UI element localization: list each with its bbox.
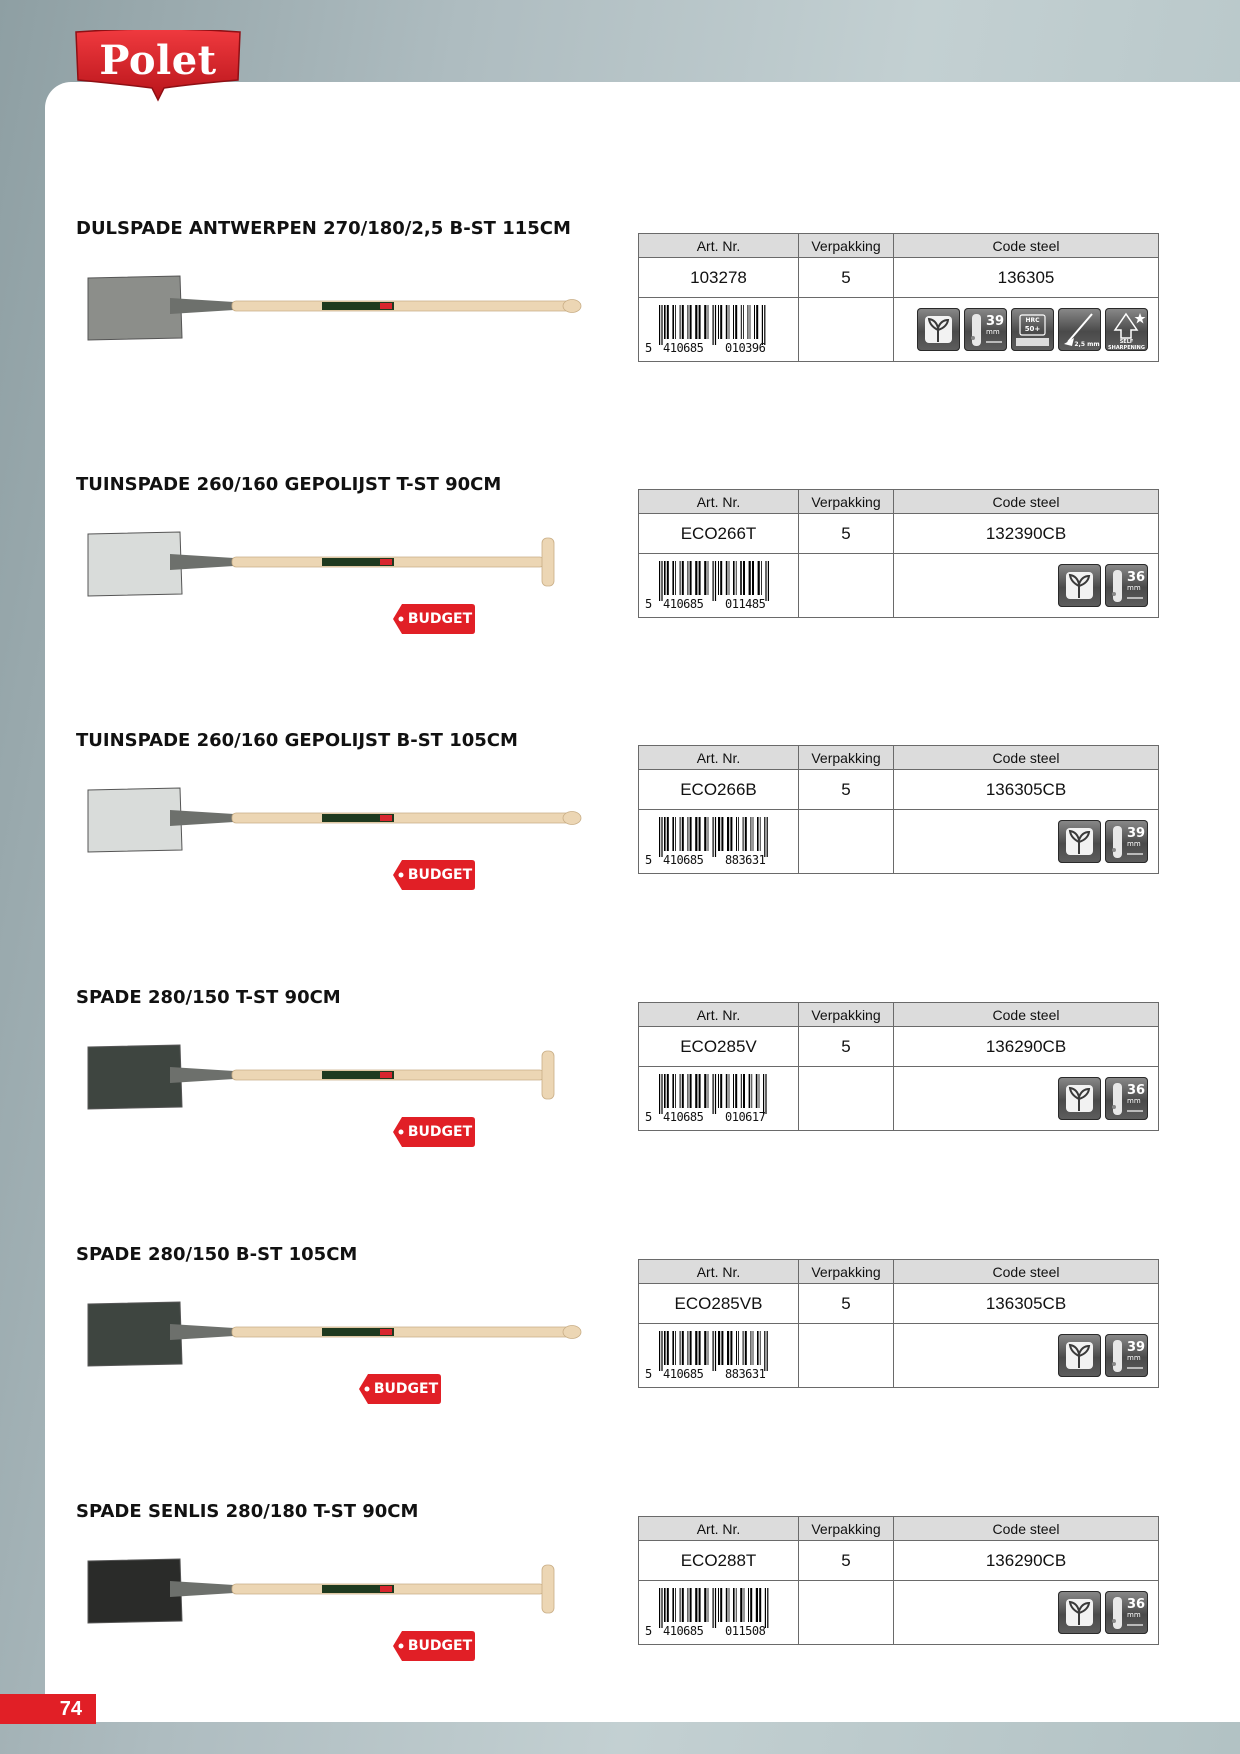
budget-label: BUDGET	[373, 1381, 439, 1397]
spade-illustration	[84, 1282, 594, 1392]
empty-cell	[799, 1324, 894, 1388]
product-entry	[0, 730, 1240, 930]
art-nr-value: ECO285V	[639, 1027, 799, 1067]
handle-36mm-icon	[1105, 564, 1148, 607]
handle-36mm-icon	[1105, 1591, 1148, 1634]
spec-code-row	[639, 810, 1159, 874]
barcode-left-digits: 410685	[663, 1367, 704, 1381]
spade-illustration	[84, 1539, 594, 1649]
product-entry	[0, 218, 1240, 418]
icons-cell	[894, 298, 1159, 362]
barcode-right-digits: 011508	[725, 1624, 766, 1638]
spec-value-row	[639, 770, 1159, 810]
art-nr-value: ECO285VB	[639, 1284, 799, 1324]
barcode-right-digits: 010617	[725, 1110, 766, 1124]
code-steel-value: 136305	[894, 258, 1159, 298]
spade-socket	[170, 554, 234, 570]
barcode-right-digits: 010396	[725, 341, 766, 355]
budget-label: BUDGET	[407, 867, 473, 883]
empty-cell	[799, 1067, 894, 1131]
barcode-cell	[639, 1324, 799, 1388]
eco-icon	[1058, 564, 1101, 607]
spec-header-row	[639, 746, 1159, 770]
spec-table	[638, 489, 1159, 618]
spec-code-row	[639, 298, 1159, 362]
code-steel-header: Code steel	[894, 1260, 1159, 1284]
handle-size-value: 36	[1127, 1597, 1146, 1612]
barcode-left-digits: 410685	[663, 597, 704, 611]
hrc-value: 50+	[1024, 325, 1041, 333]
budget-label: BUDGET	[407, 611, 473, 627]
spec-header-row	[639, 1003, 1159, 1027]
art-nr-value: 103278	[639, 258, 799, 298]
product-image	[84, 1282, 594, 1392]
shaft-label-accent	[380, 1329, 392, 1335]
empty-cell	[799, 298, 894, 362]
spade-t-grip	[542, 1051, 554, 1099]
handle-size-value: 39	[986, 314, 1005, 329]
budget-badge	[358, 1372, 442, 1406]
spec-table	[638, 1002, 1159, 1131]
product-title: DULSPADE ANTWERPEN 270/180/2,5 B-ST 115CM	[76, 218, 571, 239]
spec-table	[638, 1259, 1159, 1388]
spade-illustration	[84, 1025, 594, 1135]
spade-blade	[88, 1559, 182, 1623]
icons-cell	[894, 1324, 1159, 1388]
verpakking-value: 5	[799, 258, 894, 298]
barcode-left-digits: 410685	[663, 853, 704, 867]
spec-value-row	[639, 1541, 1159, 1581]
barcode-bars	[645, 1074, 793, 1114]
spade-t-grip	[542, 538, 554, 586]
verpakking-header: Verpakking	[799, 1260, 894, 1284]
budget-label: BUDGET	[407, 1124, 473, 1140]
spade-socket	[170, 298, 234, 314]
ean-barcode	[645, 305, 793, 357]
barcode-bars	[645, 1588, 793, 1628]
self-sharpening-label: SELF SHARPENING	[1108, 339, 1145, 351]
shaft-label-accent	[380, 1586, 392, 1592]
barcode-bars	[645, 1331, 793, 1371]
eco-icon	[1058, 1334, 1101, 1377]
art-nr-value: ECO266B	[639, 770, 799, 810]
code-steel-value: 136305CB	[894, 770, 1159, 810]
spade-blade	[88, 1302, 182, 1366]
spec-header-row	[639, 1260, 1159, 1284]
code-steel-header: Code steel	[894, 1003, 1159, 1027]
self-sharpening-icon	[1105, 308, 1148, 351]
icons-cell	[894, 1581, 1159, 1645]
barcode-first-digit: 5	[645, 853, 653, 867]
handle-39mm-icon	[1105, 820, 1148, 863]
barcode-right-digits: 011485	[725, 597, 766, 611]
ean-barcode	[645, 1588, 793, 1640]
shaft-label-accent	[380, 815, 392, 821]
handle-36mm-icon	[1105, 1077, 1148, 1120]
barcode-cell	[639, 554, 799, 618]
eco-icon	[1058, 1591, 1101, 1634]
spec-header-row	[639, 1517, 1159, 1541]
ean-barcode	[645, 1331, 793, 1383]
art-nr-header: Art. Nr.	[639, 1260, 799, 1284]
spade-blade	[88, 532, 182, 596]
eco-icon-graphic	[1058, 1591, 1101, 1634]
product-title: TUINSPADE 260/160 GEPOLIJST T-ST 90CM	[76, 474, 502, 495]
barcode-cell	[639, 1067, 799, 1131]
spade-ball-grip	[563, 1326, 581, 1339]
barcode-first-digit: 5	[645, 1110, 653, 1124]
product-image	[84, 768, 594, 878]
barcode-digits	[645, 1624, 793, 1638]
handle-size-unit: mm	[1127, 1354, 1141, 1362]
handle-size-unit: mm	[986, 328, 1000, 336]
eco-icon-graphic	[1058, 820, 1101, 863]
barcode-right-digits: 883631	[725, 1367, 766, 1381]
product-image	[84, 256, 594, 366]
barcode-digits	[645, 597, 793, 611]
barcode-digits	[645, 853, 793, 867]
eco-icon-graphic	[1058, 564, 1101, 607]
eco-icon-graphic	[1058, 1334, 1101, 1377]
eco-icon-graphic	[917, 308, 960, 351]
barcode-digits	[645, 1110, 793, 1124]
spade-shaft	[232, 301, 570, 311]
barcode-bars	[645, 817, 793, 857]
spade-socket	[170, 1067, 234, 1083]
verpakking-header: Verpakking	[799, 490, 894, 514]
barcode-cell	[639, 1581, 799, 1645]
eco-icon-graphic	[1058, 1077, 1101, 1120]
spec-table	[638, 233, 1159, 362]
barcode-right-digits: 883631	[725, 853, 766, 867]
handle-size-unit: mm	[1127, 1611, 1141, 1619]
spec-table	[638, 1516, 1159, 1645]
empty-cell	[799, 1581, 894, 1645]
product-title: SPADE SENLIS 280/180 T-ST 90CM	[76, 1501, 419, 1522]
product-title: TUINSPADE 260/160 GEPOLIJST B-ST 105CM	[76, 730, 518, 751]
handle-size-value: 36	[1127, 570, 1146, 585]
hrc-label: HRC	[1025, 317, 1040, 324]
product-image	[84, 512, 594, 622]
handle-39mm-icon	[1105, 1334, 1148, 1377]
spec-code-row	[639, 1067, 1159, 1131]
code-steel-header: Code steel	[894, 490, 1159, 514]
art-nr-header: Art. Nr.	[639, 490, 799, 514]
eco-icon	[917, 308, 960, 351]
code-steel-value: 136290CB	[894, 1027, 1159, 1067]
barcode-digits	[645, 341, 793, 355]
spec-value-row	[639, 1284, 1159, 1324]
product-title: SPADE 280/150 B-ST 105CM	[76, 1244, 358, 1265]
barcode-bars	[645, 561, 793, 601]
spec-header-row	[639, 490, 1159, 514]
blade-thickness-icon	[1058, 308, 1101, 351]
barcode-first-digit: 5	[645, 597, 653, 611]
spade-t-grip	[542, 1565, 554, 1613]
polet-logo	[72, 30, 244, 100]
verpakking-header: Verpakking	[799, 1517, 894, 1541]
barcode-first-digit: 5	[645, 341, 653, 355]
spec-code-row	[639, 1324, 1159, 1388]
art-nr-header: Art. Nr.	[639, 234, 799, 258]
page-number: 74	[0, 1694, 96, 1724]
ean-barcode	[645, 817, 793, 869]
handle-39mm-icon	[964, 308, 1007, 351]
icons-cell	[894, 810, 1159, 874]
handle-size-unit: mm	[1127, 1097, 1141, 1105]
product-entry	[0, 987, 1240, 1187]
code-steel-value: 132390CB	[894, 514, 1159, 554]
spec-table	[638, 745, 1159, 874]
verpakking-value: 5	[799, 1284, 894, 1324]
barcode-first-digit: 5	[645, 1367, 653, 1381]
barcode-cell	[639, 810, 799, 874]
art-nr-value: ECO288T	[639, 1541, 799, 1581]
spade-socket	[170, 1324, 234, 1340]
barcode-digits	[645, 1367, 793, 1381]
barcode-left-digits: 410685	[663, 1110, 704, 1124]
code-steel-header: Code steel	[894, 234, 1159, 258]
spade-illustration	[84, 256, 594, 366]
spade-ball-grip	[563, 300, 581, 313]
spade-blade	[88, 1045, 182, 1109]
spade-blade	[88, 788, 182, 852]
product-title: SPADE 280/150 T-ST 90CM	[76, 987, 341, 1008]
spade-shaft	[232, 1327, 570, 1337]
code-steel-header: Code steel	[894, 746, 1159, 770]
verpakking-value: 5	[799, 770, 894, 810]
spade-blade	[88, 276, 182, 340]
spade-socket	[170, 810, 234, 826]
spec-code-row	[639, 554, 1159, 618]
barcode-cell	[639, 298, 799, 362]
art-nr-header: Art. Nr.	[639, 1517, 799, 1541]
art-nr-header: Art. Nr.	[639, 1003, 799, 1027]
shaft-label-accent	[380, 303, 392, 309]
handle-size-unit: mm	[1127, 584, 1141, 592]
handle-size-value: 36	[1127, 1083, 1146, 1098]
code-steel-header: Code steel	[894, 1517, 1159, 1541]
verpakking-header: Verpakking	[799, 234, 894, 258]
handle-size-unit: mm	[1127, 840, 1141, 848]
spade-socket	[170, 1581, 234, 1597]
product-entry	[0, 1501, 1240, 1701]
thickness-label: 2,5 mm	[1074, 341, 1100, 348]
barcode-left-digits: 410685	[663, 1624, 704, 1638]
icons-cell	[894, 1067, 1159, 1131]
budget-badge	[392, 858, 476, 892]
logo-text: Polet	[99, 36, 217, 84]
product-image	[84, 1539, 594, 1649]
spade-ball-grip	[563, 812, 581, 825]
verpakking-value: 5	[799, 1541, 894, 1581]
verpakking-header: Verpakking	[799, 746, 894, 770]
shaft-label-accent	[380, 559, 392, 565]
verpakking-value: 5	[799, 514, 894, 554]
verpakking-value: 5	[799, 1027, 894, 1067]
spec-header-row	[639, 234, 1159, 258]
art-nr-value: ECO266T	[639, 514, 799, 554]
eco-icon	[1058, 820, 1101, 863]
barcode-first-digit: 5	[645, 1624, 653, 1638]
product-entry	[0, 474, 1240, 674]
budget-label: BUDGET	[407, 1638, 473, 1654]
spec-value-row	[639, 514, 1159, 554]
budget-badge	[392, 1115, 476, 1149]
spec-value-row	[639, 1027, 1159, 1067]
barcode-bars	[645, 305, 793, 345]
spade-illustration	[84, 768, 594, 878]
art-nr-header: Art. Nr.	[639, 746, 799, 770]
ean-barcode	[645, 1074, 793, 1126]
product-image	[84, 1025, 594, 1135]
handle-size-value: 39	[1127, 826, 1146, 841]
spec-code-row	[639, 1581, 1159, 1645]
icons-cell	[894, 554, 1159, 618]
eco-icon	[1058, 1077, 1101, 1120]
hrc-50-icon	[1011, 308, 1054, 351]
empty-cell	[799, 810, 894, 874]
budget-badge	[392, 1629, 476, 1663]
verpakking-header: Verpakking	[799, 1003, 894, 1027]
barcode-left-digits: 410685	[663, 341, 704, 355]
ean-barcode	[645, 561, 793, 613]
spec-value-row	[639, 258, 1159, 298]
budget-badge	[392, 602, 476, 636]
shaft-label-accent	[380, 1072, 392, 1078]
code-steel-value: 136305CB	[894, 1284, 1159, 1324]
empty-cell	[799, 554, 894, 618]
spade-shaft	[232, 813, 570, 823]
handle-size-value: 39	[1127, 1340, 1146, 1355]
product-entry	[0, 1244, 1240, 1444]
code-steel-value: 136290CB	[894, 1541, 1159, 1581]
spade-illustration	[84, 512, 594, 622]
